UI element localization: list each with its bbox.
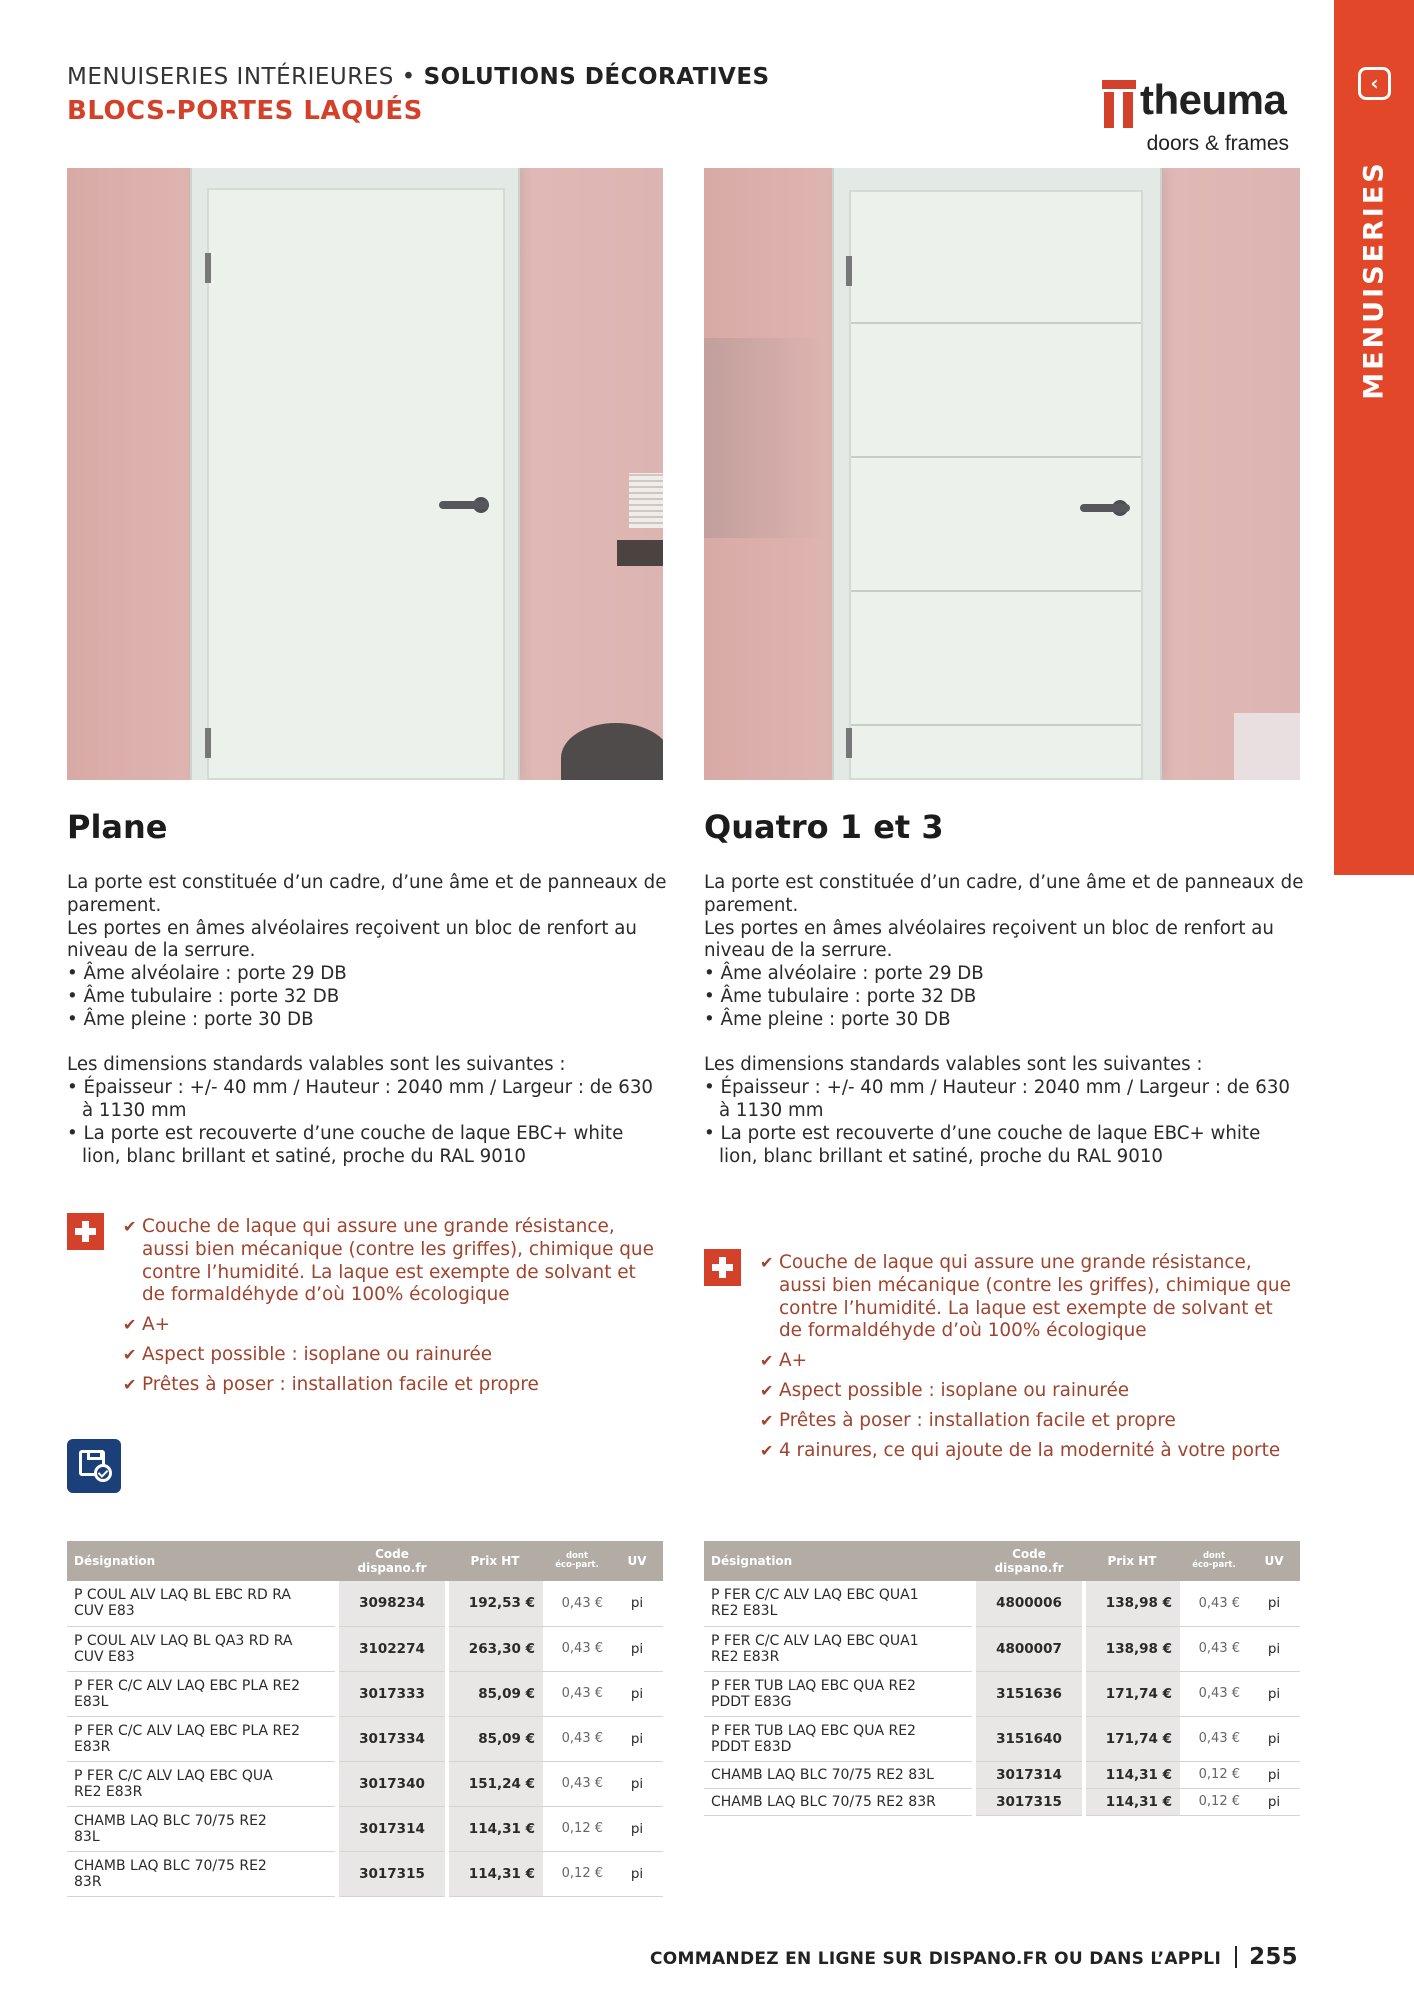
plus-icon [67,1213,104,1250]
cell-code: 4800007 [974,1626,1084,1671]
cell-designation: P FER TUB LAQ EBC QUA RE2 PDDT E83G [704,1671,974,1716]
cell-uv: pi [1248,1716,1300,1761]
table-header-row [704,1541,1300,1581]
cell-code: 3017314 [974,1761,1084,1788]
table-row [704,1671,1300,1716]
cell-price: 114,31 € [1084,1761,1180,1788]
cell-uv: pi [611,1806,663,1851]
cell-code: 3098234 [337,1581,447,1626]
footer-cta[interactable]: COMMANDEZ EN LIGNE SUR DISPANO.FR OU DANS L’APPLI [650,1949,1222,1969]
cell-eco-part: 0,43 € [543,1671,611,1716]
cell-designation: P COUL ALV LAQ BL QA3 RD RA CUV E83 [67,1626,337,1671]
col-code: Code dispano.fr [337,1541,447,1581]
price-table-quatro [704,1541,1300,1816]
spec-bullet: • Âme tubulaire : porte 32 DB [704,985,977,1007]
cell-code: 3017314 [337,1806,447,1851]
desc-line: Les portes en âmes alvéolaires reçoivent un bloc de renfort au niveau de la serrure. [67,917,637,962]
desc-line: La porte est constituée d’un cadre, d’une âme et de panneaux de parement. [67,872,667,916]
cell-code: 3017333 [337,1671,447,1716]
dims-intro: Les dimensions standards valables sont les suivantes : [67,1054,566,1076]
cell-price: 138,98 € [1084,1581,1180,1626]
page-number: 255 [1249,1944,1298,1970]
cell-code: 3017340 [337,1761,447,1806]
cell-designation: P FER C/C ALV LAQ EBC PLA RE2 E83L [67,1671,337,1716]
category-separator: • [393,64,424,90]
footer [650,1944,1298,1970]
side-tab [1334,0,1414,875]
desc-line: Les portes en âmes alvéolaires reçoivent un bloc de renfort au niveau de la serrure. [704,917,1274,962]
footer-divider [1235,1946,1237,1968]
cell-uv: pi [611,1671,663,1716]
spec-bullet: • Âme pleine : porte 30 DB [704,1008,951,1030]
dims-bullet: • La porte est recouverte d’une couche de laque EBC+ white lion, blanc brillant et satiné, proche du RAL 9010 [67,1122,624,1167]
product-description-plane [67,872,667,1168]
dims-bullet: • Épaisseur : +/- 40 mm / Hauteur : 2040 mm / Largeur : de 630 à 1130 mm [67,1077,653,1121]
advantage-text: Aspect possible : isoplane ou rainurée [779,1379,1130,1401]
cell-designation: P FER C/C ALV LAQ EBC QUA1 RE2 E83R [704,1626,974,1671]
cell-eco-part: 0,43 € [543,1716,611,1761]
col-designation: Désignation [704,1541,974,1581]
check-icon: ✔ [123,1315,137,1335]
advantage-item [760,1252,1300,1343]
cell-uv: pi [1248,1581,1300,1626]
table-header-row [67,1541,663,1581]
cell-designation: CHAMB LAQ BLC 70/75 RE2 83L [67,1806,337,1851]
cell-price: 263,30 € [447,1626,543,1671]
advantage-text: Aspect possible : isoplane ou rainurée [142,1343,493,1365]
advantages-list-quatro [760,1252,1300,1469]
stock-badge-icon [67,1439,121,1493]
check-icon: ✔ [760,1440,774,1460]
advantage-item [123,1314,663,1337]
advantage-text: A+ [142,1314,170,1336]
col-designation: Désignation [67,1541,337,1581]
cell-eco-part: 0,12 € [543,1806,611,1851]
cell-uv: pi [1248,1761,1300,1788]
door-photo-quatro [704,168,1300,780]
advantage-item [760,1410,1300,1433]
cell-designation: P FER TUB LAQ EBC QUA RE2 PDDT E83D [704,1716,974,1761]
cell-eco-part: 0,43 € [1180,1626,1248,1671]
table-row [704,1716,1300,1761]
cell-price: 114,31 € [447,1806,543,1851]
logo-name: theuma [1140,76,1287,123]
cell-uv: pi [611,1626,663,1671]
advantage-text: Couche de laque qui assure une grande résistance, aussi bien mécanique (contre les griffes), chimique que contre l’humidité. La laque est exempte de solvant et de formaldéhyde d’où 100% écologique [142,1216,654,1306]
cell-uv: pi [611,1581,663,1626]
plus-icon [704,1249,741,1286]
table-row [704,1788,1300,1815]
spec-bullet: • Âme alvéolaire : porte 29 DB [704,963,984,985]
category-bold: SOLUTIONS DÉCORATIVES [423,64,770,90]
advantage-text: Prêtes à poser : installation facile et propre [142,1373,539,1395]
logo-tagline: doors & frames [1146,132,1289,155]
cell-code: 3017315 [337,1851,447,1896]
cell-eco-part: 0,12 € [1180,1788,1248,1815]
cell-eco-part: 0,43 € [543,1761,611,1806]
check-icon: ✔ [123,1344,137,1364]
advantage-text: A+ [779,1350,807,1372]
check-icon: ✔ [123,1217,137,1236]
cell-code: 3102274 [337,1626,447,1671]
chevron-left-icon[interactable]: ‹ [1358,67,1391,100]
col-code: Code dispano.fr [974,1541,1084,1581]
cell-designation: P FER C/C ALV LAQ EBC QUA1 RE2 E83L [704,1581,974,1626]
spec-bullet: • Âme tubulaire : porte 32 DB [67,985,340,1007]
advantage-item [760,1440,1300,1463]
cell-price: 85,09 € [447,1671,543,1716]
category-breadcrumb [67,64,770,90]
cell-uv: pi [611,1761,663,1806]
door-photo-plane [67,168,663,780]
cell-eco-part: 0,43 € [543,1626,611,1671]
advantage-item [760,1380,1300,1403]
col-price: Prix HT [447,1541,543,1581]
col-uv: UV [1248,1541,1300,1581]
cell-designation: P COUL ALV LAQ BL EBC RD RA CUV E83 [67,1581,337,1626]
advantage-item [760,1350,1300,1373]
col-eco: dont éco-part. [1180,1541,1248,1581]
category-light: MENUISERIES INTÉRIEURES [67,64,394,90]
cell-uv: pi [1248,1788,1300,1815]
cell-code: 3151640 [974,1716,1084,1761]
cell-price: 85,09 € [447,1716,543,1761]
cell-eco-part: 0,12 € [543,1851,611,1896]
price-table-plane [67,1541,663,1897]
cell-price: 138,98 € [1084,1626,1180,1671]
cell-price: 171,74 € [1084,1716,1180,1761]
cell-designation: P FER C/C ALV LAQ EBC QUA RE2 E83R [67,1761,337,1806]
cell-designation: CHAMB LAQ BLC 70/75 RE2 83L [704,1761,974,1788]
cell-uv: pi [611,1716,663,1761]
spec-bullet: • Âme alvéolaire : porte 29 DB [67,963,347,985]
table-row [67,1806,663,1851]
theuma-mark-icon [1102,80,1136,128]
cell-eco-part: 0,43 € [1180,1671,1248,1716]
col-price: Prix HT [1084,1541,1180,1581]
cell-eco-part: 0,43 € [1180,1581,1248,1626]
advantage-item [123,1216,663,1307]
col-uv: UV [611,1541,663,1581]
cell-price: 192,53 € [447,1581,543,1626]
advantage-item [123,1374,663,1397]
check-icon: ✔ [760,1410,774,1430]
page-title: BLOCS-PORTES LAQUÉS [67,96,423,126]
table-row [67,1761,663,1806]
cell-uv: pi [611,1851,663,1896]
cell-eco-part: 0,12 € [1180,1761,1248,1788]
dims-bullet: • La porte est recouverte d’une couche de laque EBC+ white lion, blanc brillant et satiné, proche du RAL 9010 [704,1122,1261,1167]
spec-bullet: • Âme pleine : porte 30 DB [67,1008,314,1030]
cell-eco-part: 0,43 € [543,1581,611,1626]
table-row [704,1626,1300,1671]
cell-uv: pi [1248,1626,1300,1671]
cell-price: 114,31 € [447,1851,543,1896]
col-eco: dont éco-part. [543,1541,611,1581]
advantage-text: 4 rainures, ce qui ajoute de la modernité à votre porte [779,1439,1281,1461]
cell-price: 151,24 € [447,1761,543,1806]
check-icon: ✔ [760,1351,774,1371]
check-icon: ✔ [760,1253,774,1272]
check-icon: ✔ [760,1380,774,1400]
theuma-logo [1098,78,1293,158]
table-row [67,1581,663,1626]
cell-code: 3017315 [974,1788,1084,1815]
side-tab-label: MENUISERIES [1358,160,1390,400]
cell-designation: CHAMB LAQ BLC 70/75 RE2 83R [67,1851,337,1896]
table-row [67,1716,663,1761]
advantages-list-plane [123,1216,663,1404]
table-row [67,1626,663,1671]
table-row [67,1851,663,1896]
check-icon: ✔ [123,1374,137,1394]
cell-designation: CHAMB LAQ BLC 70/75 RE2 83R [704,1788,974,1815]
table-row [67,1671,663,1716]
cell-price: 171,74 € [1084,1671,1180,1716]
cell-code: 3151636 [974,1671,1084,1716]
cell-uv: pi [1248,1671,1300,1716]
cell-eco-part: 0,43 € [1180,1716,1248,1761]
desc-line: La porte est constituée d’un cadre, d’une âme et de panneaux de parement. [704,872,1304,916]
advantage-item [123,1344,663,1367]
advantage-text: Couche de laque qui assure une grande résistance, aussi bien mécanique (contre les griffes), chimique que contre l’humidité. La laque est exempte de solvant et de formaldéhyde d’où 100% écologique [779,1252,1291,1342]
cell-price: 114,31 € [1084,1788,1180,1815]
product-title-plane: Plane [67,808,168,846]
table-row [704,1761,1300,1788]
cell-code: 4800006 [974,1581,1084,1626]
dims-intro: Les dimensions standards valables sont les suivantes : [704,1054,1203,1076]
cell-designation: P FER C/C ALV LAQ EBC PLA RE2 E83R [67,1716,337,1761]
table-row [704,1581,1300,1626]
product-description-quatro [704,872,1304,1168]
product-title-quatro: Quatro 1 et 3 [704,808,944,846]
dims-bullet: • Épaisseur : +/- 40 mm / Hauteur : 2040 mm / Largeur : de 630 à 1130 mm [704,1077,1290,1121]
cell-code: 3017334 [337,1716,447,1761]
advantage-text: Prêtes à poser : installation facile et propre [779,1409,1176,1431]
